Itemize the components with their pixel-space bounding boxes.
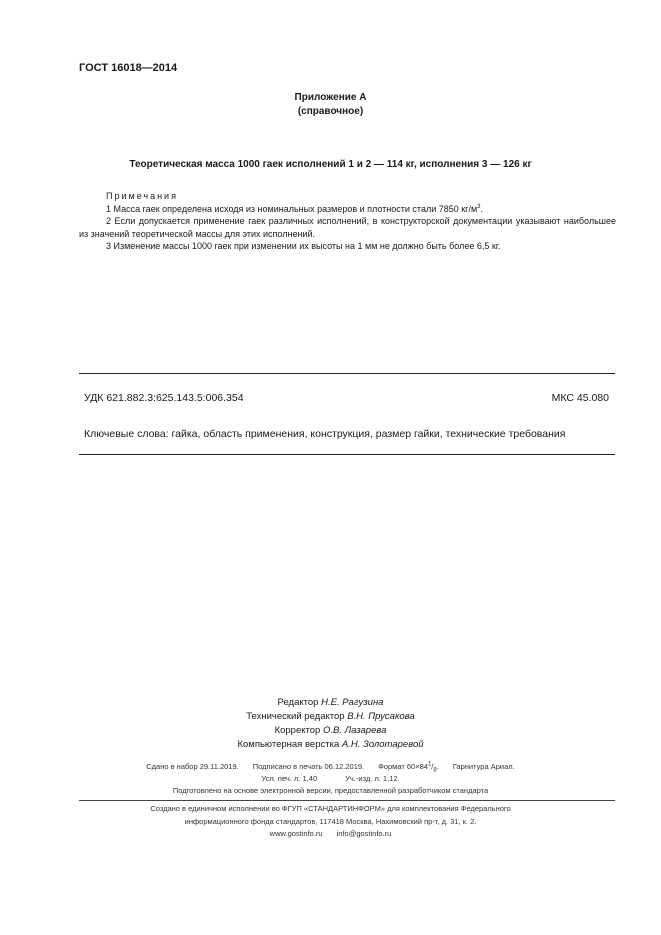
footer-line-3: [0, 828, 661, 841]
divider-footer: [79, 800, 615, 801]
tech-editor-name: В.Н. Прусакова: [347, 711, 415, 722]
website-link[interactable]: www.gostinfo.ru: [269, 829, 323, 838]
print-sheets: Усл. печ. л. 1,40: [261, 774, 318, 783]
typeface: Гарнитура Ариал.: [452, 762, 515, 771]
editor-line: [0, 696, 661, 710]
email-link[interactable]: info@gostinfo.ru: [336, 829, 392, 838]
editors-block: [0, 696, 661, 752]
format-end: .: [436, 762, 439, 771]
editor-name: Н.Е. Рагузина: [321, 697, 384, 708]
print-info-line-3: Подготовлено на основе электронной версии, предоставленной разработчиком стандарта: [172, 786, 489, 795]
tech-editor-line: [0, 710, 661, 724]
annex-title: Приложение А: [294, 92, 367, 103]
print-info-line-1: [0, 761, 661, 773]
layout-role: Компьютерная верстка: [237, 739, 342, 750]
udk-code: УДК 621.882.3:625.143.5:006.354: [84, 392, 244, 404]
proofreader-name: О.В. Лазарева: [322, 725, 387, 736]
divider-bottom: [79, 454, 615, 455]
document-code: ГОСТ 16018—2014: [79, 62, 178, 74]
note-item-2: 2 Если допускается применение гаек различных исполнений, в конструкторской документации указывают наибольшее из значений теоретической массы для этих исполнений.: [79, 216, 616, 239]
divider-top: [79, 373, 615, 374]
publication-sheets: Уч.-изд. л. 1,12.: [345, 774, 400, 783]
tech-editor-role: Технический редактор: [246, 711, 348, 722]
layout-name: А.Н. Золотаревой: [341, 739, 424, 750]
submitted-date: Сдано в набор 29.11.2019.: [146, 762, 239, 771]
proofreader-role: Корректор: [274, 725, 323, 736]
mks-code: МКС 45.080: [551, 392, 609, 404]
format-numerator: 1: [427, 761, 432, 768]
note-item-1: [79, 203, 616, 216]
note-1-superscript: 3: [477, 203, 481, 210]
footer-line-1: Создано в единичном исполнении во ФГУП «СТАНДАРТИНФОРМ» для комплектования Федерального: [150, 804, 511, 813]
note-1-end: .: [480, 203, 484, 214]
signed-date: Подписано в печать 06.12.2019.: [252, 762, 365, 771]
proofreader-line: [0, 724, 661, 738]
footer-block: [0, 803, 661, 841]
annex-subtitle: (справочное): [297, 106, 364, 117]
print-info-line-2: [0, 773, 661, 785]
format-slash: /: [431, 762, 434, 771]
format-denominator: 8: [433, 767, 437, 774]
notes-block: [79, 190, 616, 253]
notes-heading: Примечания: [106, 191, 178, 201]
keywords: Ключевые слова: гайка, область применения, конструкция, размер гайки, технические требования: [84, 428, 566, 440]
print-info-block: [0, 761, 661, 797]
section-title: Теоретическая масса 1000 гаек исполнений 1 и 2 — 114 кг, исполнения 3 — 126 кг: [129, 159, 532, 170]
footer-line-2: информационного фонда стандартов, 117418 Москва, Нахимовский пр-т, д. 31, к. 2.: [184, 816, 477, 826]
note-item-3: 3 Изменение массы 1000 гаек при изменении их высоты на 1 мм не должно быть более 6,5 кг.: [106, 241, 501, 251]
layout-line: [0, 738, 661, 752]
note-1-text: 1 Масса гаек определена исходя из номинальных размеров и плотности стали 7850 кг/м: [106, 203, 478, 214]
editor-role: Редактор: [277, 697, 322, 708]
format-prefix: Формат 60×84: [378, 762, 428, 771]
